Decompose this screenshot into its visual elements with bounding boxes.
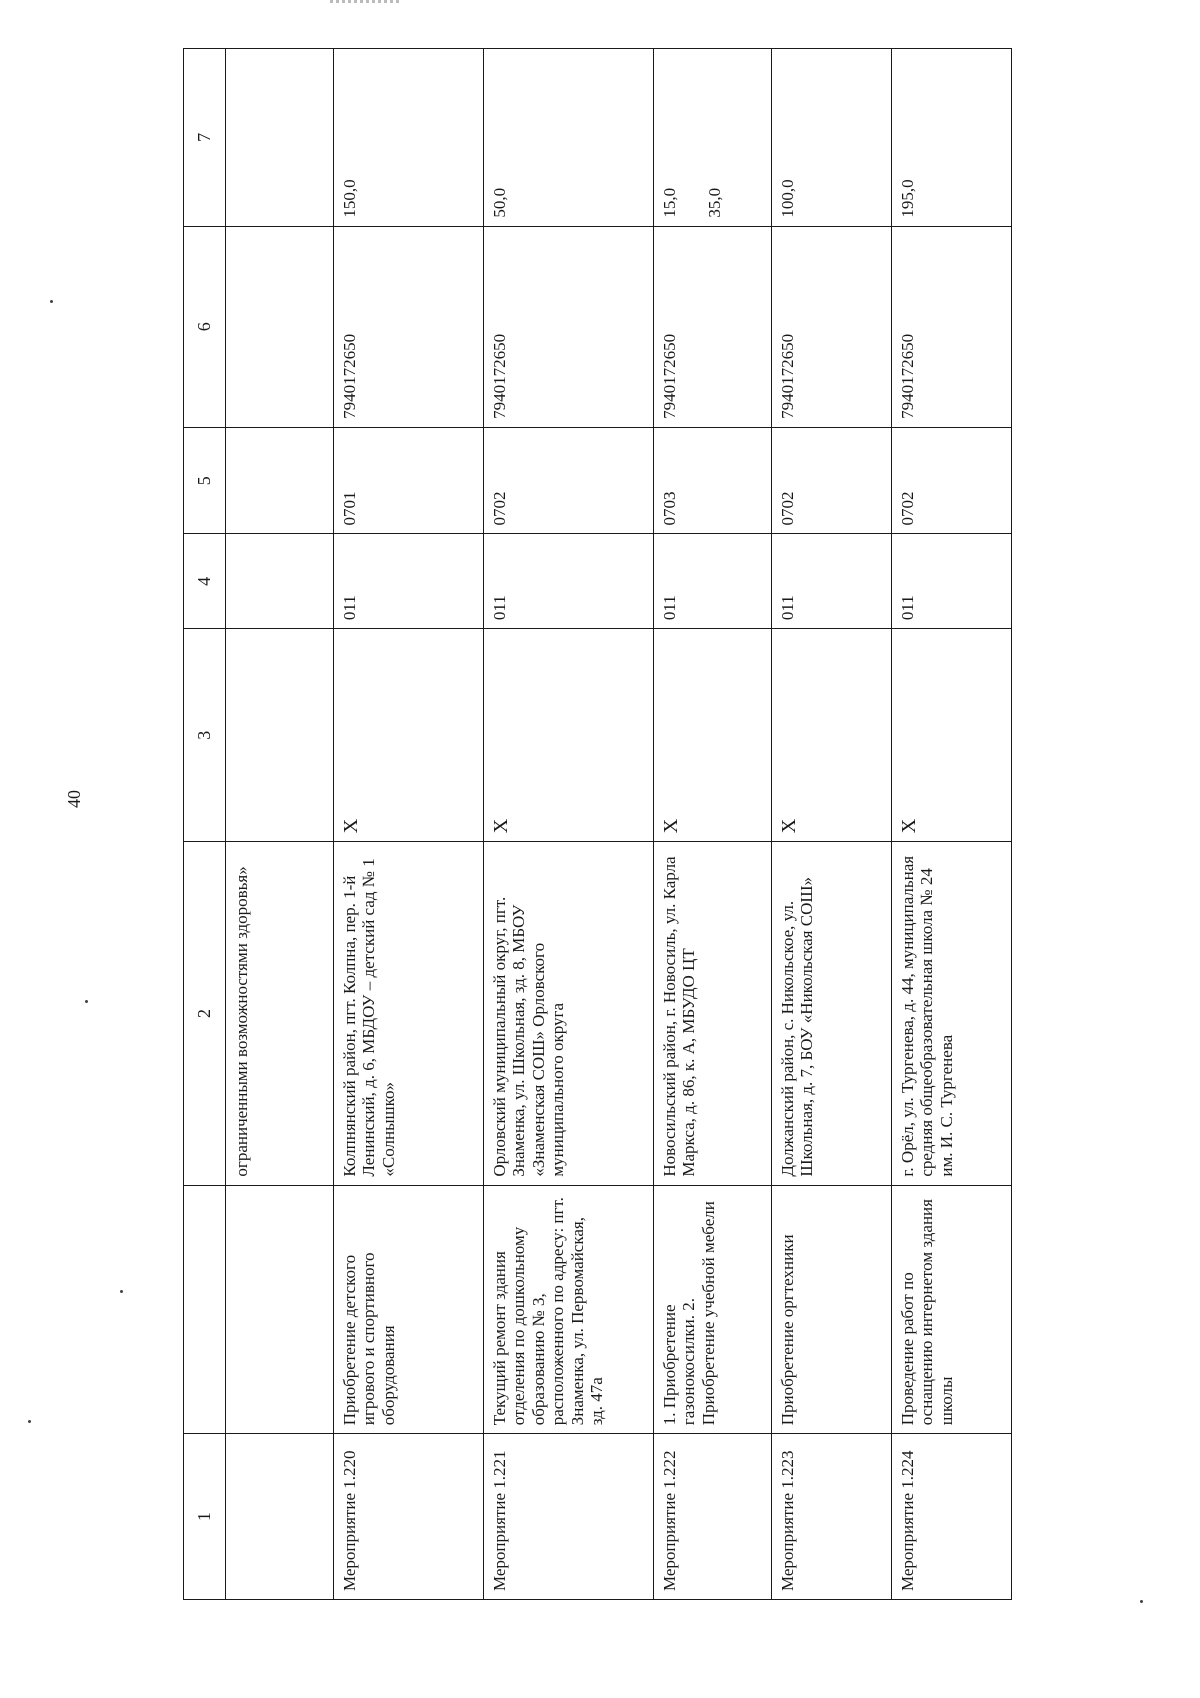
amount-value: 150,0: [339, 179, 359, 218]
amount-value: 100,0: [777, 179, 797, 218]
scan-speck: [1140, 1600, 1143, 1603]
table-cell-address: Орловский муниципальный округ, пгт. Знаменка, ул. Школьная, зд. 8, МБОУ «Знаменская СОШ» Орловского муниципального округа: [483, 842, 653, 1185]
table-row: [891, 49, 1011, 1600]
header-row: [184, 49, 226, 1600]
table-cell-col3: Х: [653, 629, 771, 842]
table-cell-col4: 011: [891, 534, 1011, 629]
scan-speck: [50, 300, 53, 303]
amount-value: 15,0: [659, 187, 679, 218]
table-cell: [225, 427, 333, 534]
header-cell: 4: [184, 534, 226, 629]
amount-value: 50,0: [489, 187, 509, 218]
table-cell-description: Проведение работ по оснащению интернетом здания школы: [891, 1185, 1011, 1434]
table-row: [653, 49, 771, 1600]
table-cell-description: 1. Приобретение газонокосилки. 2. Приобретение учебной мебели: [653, 1185, 771, 1434]
table-row: [771, 49, 891, 1600]
table-cell-col7: [891, 49, 1011, 227]
budget-table: [183, 48, 1012, 1600]
table-cell-col5: 0702: [891, 427, 1011, 534]
header-cell: 1: [184, 1434, 226, 1600]
table-cell-col7: [653, 49, 771, 227]
page-number: 40: [64, 790, 84, 808]
table-cell-col7: [771, 49, 891, 227]
table-cell-address: Должанский район, с. Никольское, ул. Школьная, д. 7, БОУ «Никольская СОШ»: [771, 842, 891, 1185]
table-cell: [225, 629, 333, 842]
scan-speck: [120, 1290, 123, 1293]
table-cell-col3: Х: [891, 629, 1011, 842]
table-cell-col6: 7940172650: [653, 226, 771, 427]
table-cell-col6: 7940172650: [333, 226, 483, 427]
table-cell-id: Мероприятие 1.223: [771, 1434, 891, 1600]
amount-value: 35,0: [705, 187, 725, 218]
table-cell-col4: 011: [653, 534, 771, 629]
header-cell: 2: [184, 842, 226, 1185]
table-cell-description: Приобретение оргтехники: [771, 1185, 891, 1434]
table-cell-id: Мероприятие 1.224: [891, 1434, 1011, 1600]
table-cell-col3: Х: [771, 629, 891, 842]
table-cell-id: Мероприятие 1.222: [653, 1434, 771, 1600]
table-cell-col4: 011: [333, 534, 483, 629]
header-cell: 7: [184, 49, 226, 227]
table-cell-col5: 0702: [771, 427, 891, 534]
table-cell-address: Колпнянский район, пгт. Колпна, пер. 1-й Ленинский, д. 6, МБДОУ – детский сад № 1 «Солнышко»: [333, 842, 483, 1185]
table-cell-col5: 0703: [653, 427, 771, 534]
table-cell: [225, 49, 333, 227]
table-cell-col5: 0702: [483, 427, 653, 534]
table-cell-col6: 7940172650: [771, 226, 891, 427]
header-cell: [184, 1185, 226, 1434]
table-cell: [225, 534, 333, 629]
table-cell: [225, 1434, 333, 1600]
table-cell-address: Новосильский район, г. Новосиль, ул. Карла Маркса, д. 86, к. А, МБУДО ЦТ: [653, 842, 771, 1185]
table-cell-col4: 011: [483, 534, 653, 629]
table-cell-address: г. Орёл, ул. Тургенева, д. 44, муниципальная средняя общеобразовательная школа № 24 им. И. С. Тургенева: [891, 842, 1011, 1185]
rotated-table-container: [183, 48, 1023, 1600]
table-cell-description: Приобретение детского игрового и спортивного оборудования: [333, 1185, 483, 1434]
table-cell-col7: [483, 49, 653, 227]
table-cell: [225, 1185, 333, 1434]
table-cell-col5: 0701: [333, 427, 483, 534]
table-cell-col3: Х: [483, 629, 653, 842]
scan-speck: [85, 1000, 88, 1003]
amount-value: 195,0: [897, 179, 917, 218]
table-cell: [225, 226, 333, 427]
header-cell: 6: [184, 226, 226, 427]
table-cell-col7: [333, 49, 483, 227]
header-cell: 3: [184, 629, 226, 842]
table-cell-id: Мероприятие 1.221: [483, 1434, 653, 1600]
table-cell-col6: 7940172650: [891, 226, 1011, 427]
table-row: [483, 49, 653, 1600]
scan-artifact: [330, 0, 400, 3]
table-cell-address: ограниченными возможностями здоровья»: [225, 842, 333, 1185]
table-cell-description: Текущий ремонт здания отделения по дошкольному образованию № 3, расположенного по адресу: пгт. Знаменка, ул. Первомайская, зд. 47а: [483, 1185, 653, 1434]
table-cell-col4: 011: [771, 534, 891, 629]
table-cell-col6: 7940172650: [483, 226, 653, 427]
table-row: [333, 49, 483, 1600]
table-cell-col3: Х: [333, 629, 483, 842]
table-cell-id: Мероприятие 1.220: [333, 1434, 483, 1600]
scan-speck: [28, 1420, 31, 1423]
table-row-continuation: [225, 49, 333, 1600]
header-cell: 5: [184, 427, 226, 534]
